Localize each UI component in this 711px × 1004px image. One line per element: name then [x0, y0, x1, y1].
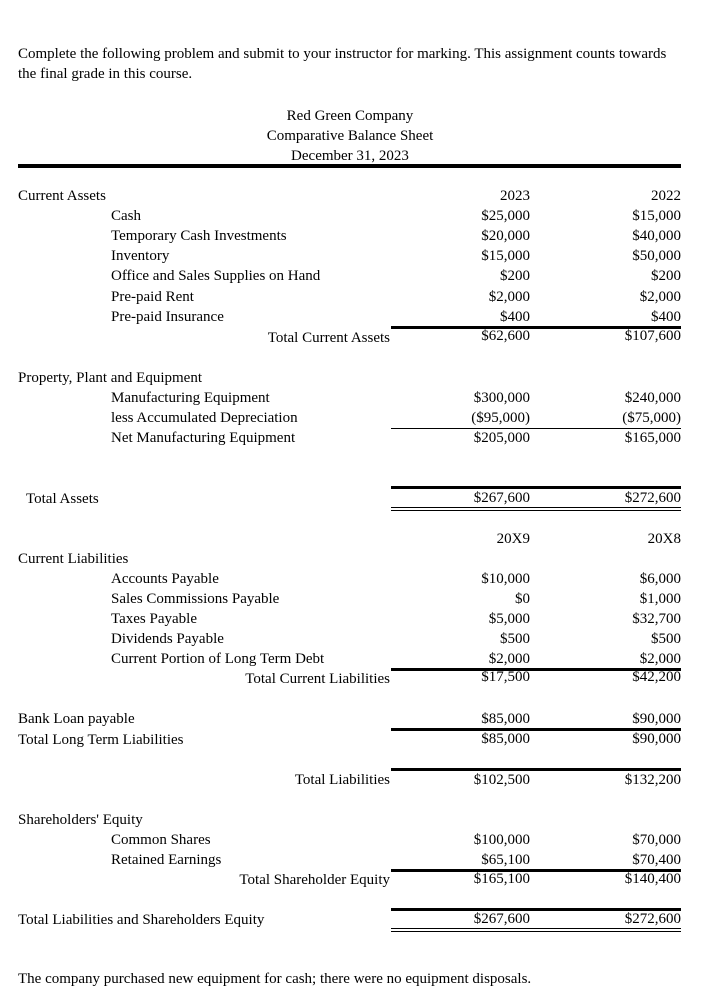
total-equity-label: Total Shareholder Equity — [239, 872, 390, 888]
line-item-value: $65,100 — [481, 852, 530, 868]
grand-total-20x9: $267,600 — [473, 911, 530, 927]
line-item-label: Retained Earnings — [111, 852, 222, 868]
double-underline — [391, 928, 681, 929]
year-2023: 2023 — [500, 188, 530, 204]
total-long-term-20x9: $85,000 — [481, 731, 530, 747]
line-item-label: Taxes Payable — [111, 611, 198, 627]
line-item-value: ($95,000) — [471, 410, 530, 426]
total-liabilities-20x8: $132,200 — [624, 772, 681, 788]
line-item-label: Pre-paid Rent — [111, 289, 194, 305]
line-item-value: $5,000 — [488, 611, 530, 627]
year-2022: 2022 — [651, 188, 681, 204]
total-current-assets-2023: $62,600 — [481, 328, 530, 344]
line-item-value: $500 — [651, 631, 681, 647]
line-item-value: $2,000 — [488, 289, 530, 305]
line-item-value: $6,000 — [639, 571, 681, 587]
line-item-value: $50,000 — [632, 248, 681, 264]
line-item-value: $400 — [500, 309, 530, 325]
line-item-value: $40,000 — [632, 228, 681, 244]
line-item-value: $200 — [651, 268, 681, 284]
line-item-label: Accounts Payable — [111, 571, 219, 587]
line-item-label: Current Portion of Long Term Debt — [111, 651, 325, 667]
line-item-value: $240,000 — [624, 390, 681, 406]
line-item-value: $70,400 — [632, 852, 681, 868]
line-item-label: Pre-paid Insurance — [111, 309, 224, 325]
line-item-label: Inventory — [111, 248, 170, 264]
year-20x8: 20X8 — [647, 531, 681, 547]
double-underline — [391, 507, 681, 508]
total-current-liabilities-20x9: $17,500 — [481, 669, 530, 685]
line-item-label: Net Manufacturing Equipment — [111, 430, 296, 446]
total-equity-20x8: $140,400 — [624, 871, 681, 887]
total-long-term-20x8: $90,000 — [632, 731, 681, 747]
current-assets-heading: Current Assets — [18, 188, 106, 204]
line-item-value: $70,000 — [632, 832, 681, 848]
intro-text: Complete the following problem and submit to your instructor for marking. This assignment counts towards the final grade in this course. — [18, 46, 667, 82]
double-underline — [391, 931, 681, 932]
line-item-value: $10,000 — [481, 571, 530, 587]
year-20x9: 20X9 — [496, 531, 530, 547]
total-liabilities-20x9: $102,500 — [473, 772, 530, 788]
total-assets-label: Total Assets — [26, 491, 99, 507]
line-item-value: $32,700 — [632, 611, 681, 627]
total-liabilities-label: Total Liabilities — [294, 772, 390, 788]
line-item-label: Temporary Cash Investments — [111, 228, 287, 244]
line-item-value: $1,000 — [639, 591, 681, 607]
line-item-value: $2,000 — [639, 651, 681, 667]
bank-loan-label: Bank Loan payable — [18, 711, 135, 727]
line-item-value: $400 — [651, 309, 681, 325]
line-item-value: $15,000 — [632, 208, 681, 224]
line-item-value: ($75,000) — [622, 410, 681, 426]
line-item-value: $300,000 — [473, 390, 530, 406]
total-assets-2022: $272,600 — [624, 490, 681, 506]
bank-loan-20x8: $90,000 — [632, 711, 681, 727]
line-item-value: $165,000 — [624, 430, 681, 446]
line-item-value: $15,000 — [481, 248, 530, 264]
grand-total-label: Total Liabilities and Shareholders Equity — [18, 912, 265, 928]
line-item-value: $25,000 — [481, 208, 530, 224]
total-current-liabilities-label: Total Current Liabilities — [245, 671, 390, 687]
total-current-liabilities-20x8: $42,200 — [632, 669, 681, 685]
line-item-label: Manufacturing Equipment — [111, 390, 270, 406]
line-item-value: $0 — [515, 591, 530, 607]
total-current-assets-2022: $107,600 — [624, 328, 681, 344]
total-assets-2023: $267,600 — [473, 490, 530, 506]
line-item-value: $500 — [500, 631, 530, 647]
ppe-heading: Property, Plant and Equipment — [18, 370, 202, 386]
line-item-value: $2,000 — [639, 289, 681, 305]
company-name: Red Green Company — [286, 108, 414, 124]
line-item-value: $200 — [500, 268, 530, 284]
line-item-value: $100,000 — [473, 832, 530, 848]
line-item-label: less Accumulated Depreciation — [111, 410, 298, 426]
total-equity-20x9: $165,100 — [473, 871, 530, 887]
line-item-label: Dividends Payable — [111, 631, 224, 647]
current-liabilities-heading: Current Liabilities — [18, 551, 129, 567]
statement-date: December 31, 2023 — [291, 148, 409, 164]
line-item-value: $2,000 — [488, 651, 530, 667]
line-item-value: $205,000 — [473, 430, 530, 446]
line-item-label: Sales Commissions Payable — [111, 591, 280, 607]
line-item-value: $20,000 — [481, 228, 530, 244]
double-underline — [391, 510, 681, 511]
statement-title: Comparative Balance Sheet — [266, 128, 434, 144]
line-item-label: Cash — [111, 208, 141, 224]
line-item-label: Office and Sales Supplies on Hand — [111, 268, 321, 284]
header-rule — [18, 164, 681, 168]
total-long-term-label: Total Long Term Liabilities — [18, 732, 184, 748]
line-item-label: Common Shares — [111, 832, 211, 848]
footnote: The company purchased new equipment for cash; there were no equipment disposals. — [18, 971, 532, 987]
equity-heading: Shareholders' Equity — [18, 812, 143, 828]
total-current-assets-label: Total Current Assets — [267, 330, 390, 346]
grand-total-20x8: $272,600 — [624, 911, 681, 927]
bank-loan-20x9: $85,000 — [481, 711, 530, 727]
